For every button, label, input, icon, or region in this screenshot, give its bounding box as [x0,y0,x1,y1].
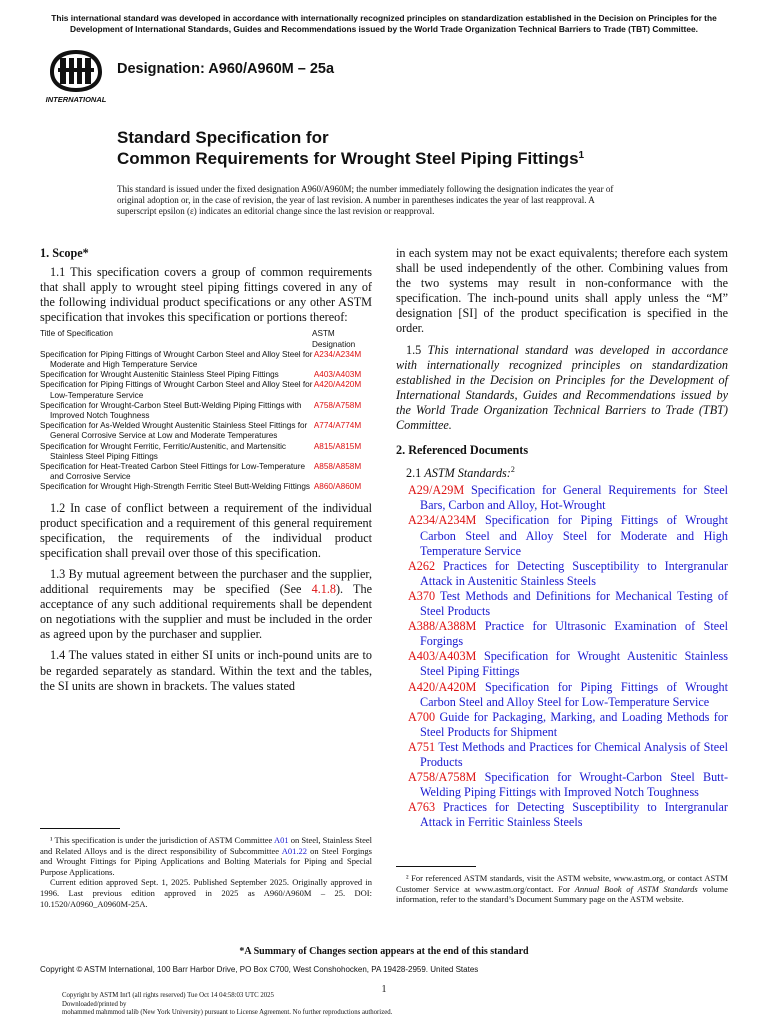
paragraph-1-5-number: 1.5 [406,342,428,357]
spec-designation-link[interactable]: A758/A758M [313,400,362,410]
footnote-1-edition: Current edition approved Sept. 1, 2025. Published September 2025. Originally approved in 1996. Last previous edition approved in 2025 as A960/A960M – 25. DOI: 10.1520/A0960_A0960M-25A. [40,877,372,909]
annual-book-title: Annual Book of ASTM Standards [574,883,698,894]
reference-code-link[interactable]: A763 [408,800,436,815]
footnote-2-text [396,873,728,905]
spec-table-row [40,350,372,370]
download-notice [62,992,392,1018]
reference-title-link[interactable]: Guide for Packaging, Marking, and Loading Methods for Steel Products for Shipment [420,709,728,739]
download-line-3: mohammed mahmmod talib (New York University) pursuant to License Agreement. No further reproductions authorized. [62,1009,393,1017]
footnote-1 [40,828,372,909]
reference-code-link[interactable]: A403/A403M [408,649,477,664]
spec-designation-link[interactable]: A858/A858M [313,462,362,472]
link-4-1-8[interactable]: 4.1.8 [311,582,336,597]
footnote-2-part-b: volume information, refer to the standard’s Document Summary page on the ASTM website. [396,883,729,905]
reference-item [396,710,728,740]
paragraph-1-4-continued: in each system may not be exact equivalents; therefore each system shall be used independently of the other. Combining values from the two systems may result in non-conformance with the specification. The inch-pound units shall apply unless the “M” designation [SI] of the product specification is specified in the order. [396,246,728,336]
issue-note: This standard is issued under the fixed designation A960/A960M; the number immediately following the designation indicates the year of original adoption or, in the case of revision, the year of last revision. A number in parentheses indicates the year of last reapproval. A superscript epsilon (ε) indicates an editorial change since the last revision or reapproval. [117,184,614,217]
paragraph-1-2: 1.2 In case of conflict between a requirement of the individual product specification and a requirement of this general requirement specification, the requirements of the individual product specification shall prevail over those of this specification. [40,500,372,560]
spec-title: Specification for Heat-Treated Carbon Steel Fittings for Low-Temperature and Corrosive Service [40,462,306,482]
reference-title-link[interactable]: Specification for General Requirements for Steel Bars, Carbon and Alloy, Hot-Wrought [420,483,729,513]
spec-designation-link[interactable]: A403/A403M [313,370,362,380]
title-line-2-text: Common Requirements for Wrought Steel Piping Fittings [117,149,579,168]
spec-designation-link[interactable]: A860/A860M [313,482,362,492]
reference-code-link[interactable]: A751 [408,739,436,754]
reference-item [396,800,728,830]
reference-title-link[interactable]: Specification for Piping Fittings of Wrought Carbon Steel and Alloy Steel for Moderate and High Temperature Service [420,513,728,558]
astm-logo-icon [42,48,110,106]
spec-table-row [40,462,372,482]
reference-code-link[interactable]: A29/A29M [408,483,465,498]
subheading-number: 2.1 [406,466,425,481]
designation-header-line1: ASTM [312,329,335,339]
spec-table-body [40,350,372,493]
reference-item [396,513,728,558]
title-line-2 [117,148,584,169]
download-line-2: Downloaded/printed by [62,1000,127,1008]
logo-label: INTERNATIONAL [45,95,107,104]
paragraph-1-5-text: This international standard was developed in accordance with internationally recognized principles on standardization established in the Decision on Principles for the Development of International Standards, Guides and Recommendations issued by the World Trade Organization Technical Barriers to Trade (TBT) Committee. [396,342,729,433]
right-column [396,246,728,830]
reference-item [396,589,728,619]
spec-table-header-title: Title of Specification [40,329,113,339]
footnote-2-part-a: ² For referenced ASTM standards, visit the ASTM website, www.astm.org, or contact ASTM Customer Service at www.astm.org/contact. For [396,873,728,894]
spec-title: Specification for Piping Fittings of Wrought Carbon Steel and Alloy Steel for Low-Temperature Service [40,380,313,400]
left-column [40,246,372,694]
reference-title-link[interactable]: Specification for Piping Fittings of Wrought Carbon Steel and Alloy Steel for Low-Temperature Service [420,679,728,709]
reference-title-link[interactable]: Practices for Detecting Susceptibility to Intergranular Attack in Ferritic Stainless Steels [420,800,728,830]
designation-header-line2: Designation [312,339,356,349]
paragraph-1-1: 1.1 This specification covers a group of common requirements that shall apply to wrought steel piping fittings covered in any of the following individual product specifications or any other ASTM specification that invokes this specification or portions thereof: [40,265,372,325]
summary-note: *A Summary of Changes section appears at the end of this standard [239,946,529,957]
reference-item [396,483,728,513]
page-number: 1 [381,984,387,995]
reference-title-link[interactable]: Practices for Detecting Susceptibility to Intergranular Attack in Austenitic Stainless Steels [420,558,728,588]
spec-title: Specification for Wrought Austenitic Stainless Steel Piping Fittings [40,370,279,380]
paragraph-1-4: 1.4 The values stated in either SI units or inch-pound units are to be regarded separately as standard. Within the text and the tables, the SI units are shown in brackets. The values stated [40,648,372,693]
designation: Designation: A960/A960M – 25a [117,61,335,77]
reference-code-link[interactable]: A234/A234M [408,513,477,528]
subcommittee-link[interactable]: A01.22 [281,845,307,856]
reference-item [396,770,728,800]
spec-table-row [40,401,372,421]
spec-table-row [40,370,372,380]
spec-designation-link[interactable]: A420/A420M [313,380,362,390]
copyright-line: Copyright © ASTM International, 100 Barr Harbor Drive, PO Box C700, West Conshohocken, PA 19428-2959. United States [40,965,479,974]
reference-item [396,680,728,710]
paragraph-1-5 [396,343,728,434]
spec-designation-link[interactable]: A815/A815M [313,441,362,451]
reference-title-link[interactable]: Test Methods and Definitions for Mechanical Testing of Steel Products [420,588,728,619]
footnote-1-part-a: ¹ This specification is under the jurisdiction of ASTM Committee [50,835,274,845]
reference-code-link[interactable]: A262 [408,558,436,573]
spec-table-row [40,421,372,441]
footnote-2 [396,866,728,905]
spec-table-row [40,482,372,492]
tbt-notice: This international standard was developed in accordance with internationally recognized principles on standardization established in the Decision on Principles for the Development of International Standards, Guides and Recommendations issued by the World Trade Organization Technical Barriers to Trade (TBT) Committee. [51,13,717,34]
reference-title-link[interactable]: Specification for Wrought-Carbon Steel Butt-Welding Piping Fittings with Improved Notch Toughness [420,770,729,800]
spec-table-header-designation [312,329,372,349]
title-line-1: Standard Specification for [117,128,329,147]
reference-title-link[interactable]: Practice for Ultrasonic Examination of Steel Forgings [420,619,728,649]
spec-table-row [40,380,372,400]
footnote-1-part-b: on Steel, Stainless Steel and Related Alloys and is the direct responsibility of Subcommittee [40,835,372,856]
spec-title: Specification for Wrought High-Strength Ferritic Steel Butt-Welding Fittings [40,482,310,492]
footnote-rule [396,866,476,867]
spec-title: Specification for Wrought-Carbon Steel Butt-Welding Piping Fittings with Improved Notch Toughness [40,400,302,420]
footnote-1-text [40,835,372,877]
page-title [117,127,584,169]
reference-code-link[interactable]: A388/A388M [408,619,477,634]
paragraph-1-3 [40,567,372,642]
spec-title: Specification for Wrought Ferritic, Ferritic/Austenitic, and Martensitic Stainless Steel Piping Fittings [40,441,287,461]
title-footnote-marker: 1 [578,150,585,161]
subheading-footnote-marker: 2 [510,465,515,475]
paragraph-1-3-part-a: 1.3 By mutual agreement between the purchaser and the supplier, additional requirements may be specified (See [40,567,372,597]
reference-item [396,740,728,770]
reference-code-link[interactable]: A420/A420M [408,679,477,694]
spec-title: Specification for As-Welded Wrought Austenitic Stainless Steel Fittings for General Corrosive Service at Low and Moderate Temperatures [40,421,308,441]
spec-table-row [40,442,372,462]
reference-item [396,649,728,679]
footnote-1-part-c: on Steel Forgings and Wrought Fittings for Piping Applications and Bolting Materials for Piping and Special Purpose Applications. [40,845,372,877]
spec-title: Specification for Piping Fittings of Wrought Carbon Steel and Alloy Steel for Moderate and High Temperature Service [40,349,313,369]
reference-item [396,559,728,589]
reference-code-link[interactable]: A700 [408,709,436,724]
reference-title-link[interactable]: Specification for Wrought Austenitic Stainless Steel Piping Fittings [420,649,728,679]
reference-item [396,619,728,649]
references-heading: 2. Referenced Documents [396,443,529,458]
spec-designation-link[interactable]: A234/A234M [313,349,362,359]
astm-standards-subheading [396,462,728,481]
astm-logo [42,48,110,106]
reference-list [396,483,728,830]
download-line-1: Copyright by ASTM Int'l (all rights reserved) Tue Oct 14 04:58:03 UTC 2025 [62,992,274,999]
spec-table [40,329,372,492]
footnote-rule [40,828,120,829]
committee-link[interactable]: A01 [273,835,289,845]
reference-code-link[interactable]: A370 [408,588,436,603]
paragraph-1-3-part-b: ). The acceptance of any such additional requirements shall be dependent on negotiations with the supplier and must be included in the order as agreed upon by the purchaser and supplier. [40,582,372,642]
spec-table-header [40,329,372,349]
reference-title-link[interactable]: Test Methods and Practices for Chemical Analysis of Steel Products [420,739,728,769]
reference-code-link[interactable]: A758/A758M [408,770,477,785]
spec-designation-link[interactable]: A774/A774M [313,421,362,431]
subheading-title: ASTM Standards: [424,466,511,481]
scope-heading: 1. Scope* [40,246,89,260]
